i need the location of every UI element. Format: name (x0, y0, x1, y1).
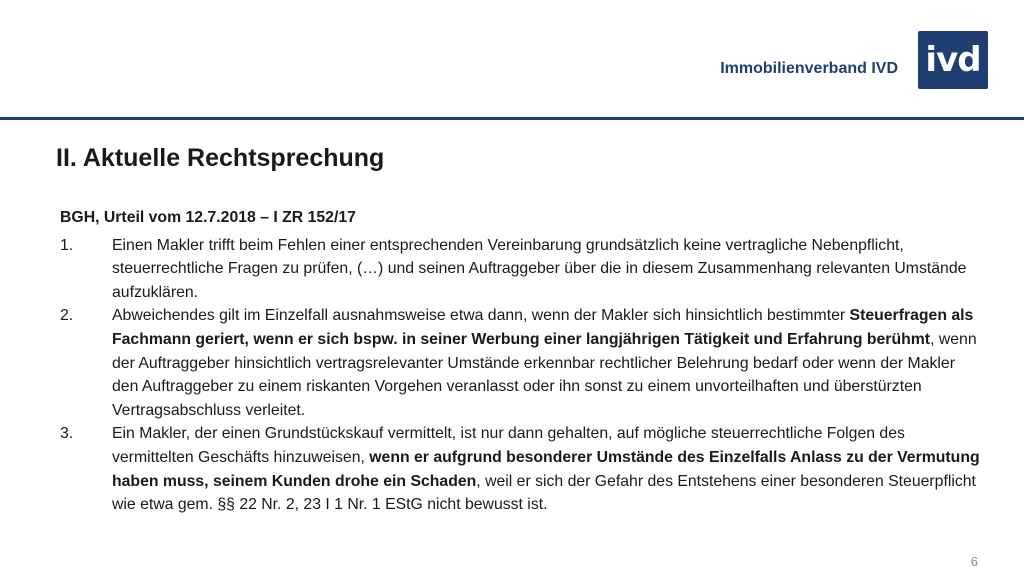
bold-text-segment: Steuerfragen als Fachmann geriert, wenn er sich bspw. in seiner Werbung einer langjährigen Tätigkeit und Erfahrung berühmt (112, 307, 974, 348)
bold-text-segment: wenn er aufgrund besonderer Umstände des Einzelfalls Anlass zu der Vermutung haben muss, seinem Kunden drohe ein Schaden (112, 448, 980, 490)
text-segment: , weil er sich der Gefahr des Entstehens einer besonderen Steuerpflicht wie etwa gem. §§ 22 Nr. 2, 23 I 1 Nr. 1 EStG nicht bewusst ist. (112, 472, 976, 514)
page-number: 6 (970, 554, 978, 569)
list-item-number: 2. (60, 307, 74, 325)
logo-text: ivd (925, 40, 981, 80)
text-segment: , wenn der Auftraggeber hinsichtlich vertragsrelevanter Umstände erkennbar rechtlicher Belehrung bedarf oder wenn der Makler den Auftraggeber zu einem riskanten Vorgehen veranlasst oder ihn sonst zu einem unvorteilhaften und überstürzten Vertragsabschluss verleitet. (112, 330, 977, 419)
list-item-text (112, 234, 980, 305)
list-item (60, 422, 980, 516)
list-item (60, 304, 980, 422)
organization-name: Immobilienverband IVD (720, 60, 898, 77)
list-item (60, 234, 980, 305)
text-segment: Einen Makler trifft beim Fehlen einer entsprechenden Vereinbarung grundsätzlich keine vertragliche Nebenpflicht, steuerrechtliche Fragen zu prüfen, (…) und seinen Auftraggeber über die in diesem Zusammenhang relevanten Umstände aufzuklären. (112, 236, 967, 301)
header-divider (0, 117, 1024, 120)
list-item-number: 3. (60, 425, 74, 443)
ivd-logo (918, 31, 988, 89)
list-item-text (112, 422, 980, 516)
list-item-text (112, 304, 980, 422)
text-segment: Ein Makler, der einen Grundstückskauf vermittelt, ist nur dann gehalten, auf mögliche steuerrechtliche Folgen des vermittelten Geschäfts hinzuweisen, (112, 425, 905, 466)
slide-content (60, 206, 980, 517)
slide-title: II. Aktuelle Rechtsprechung (56, 144, 385, 172)
text-segment: Abweichendes gilt im Einzelfall ausnahmsweise etwa dann, wenn der Makler sich hinsichtlich bestimmter (112, 307, 850, 325)
list-item-number: 1. (60, 236, 74, 254)
court-ruling-reference: BGH, Urteil vom 12.7.2018 – I ZR 152/17 (60, 209, 356, 226)
